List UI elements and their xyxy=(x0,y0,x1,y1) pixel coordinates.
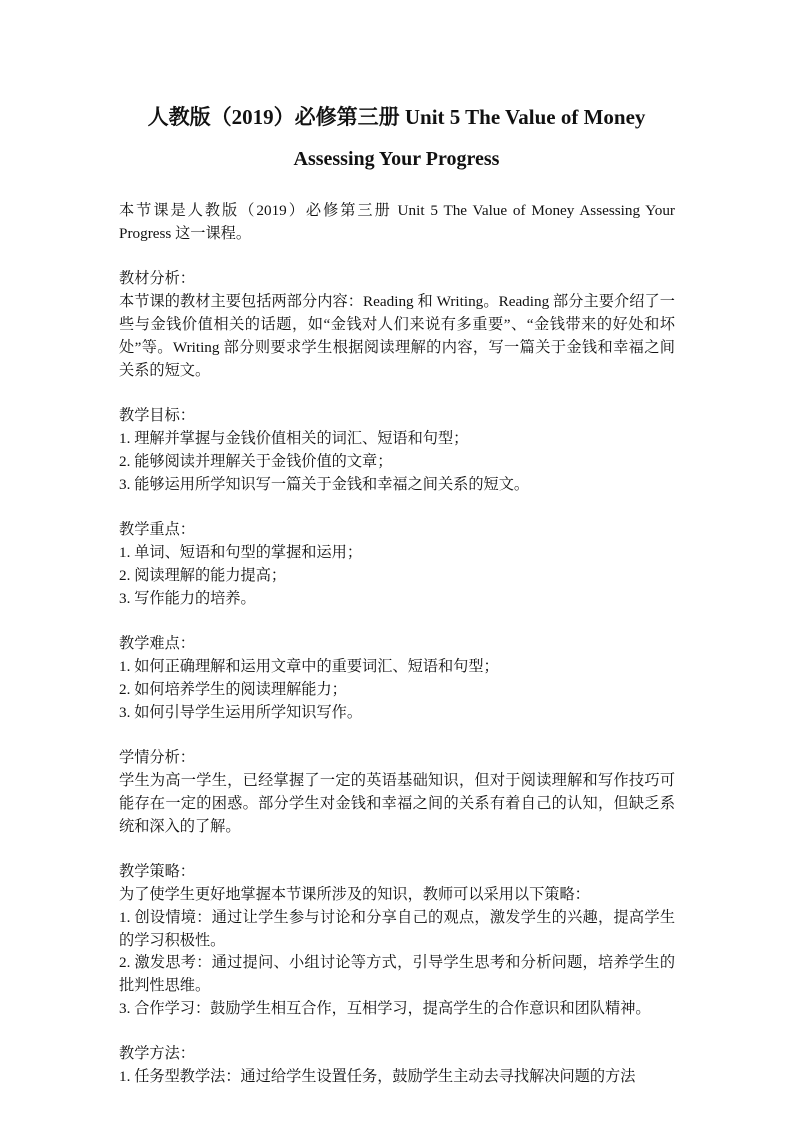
list-item: 1. 创设情境：通过让学生参与讨论和分享自己的观点，激发学生的兴趣，提高学生的学习积极性。 xyxy=(119,908,675,949)
section-heading-material: 教材分析： xyxy=(119,270,195,288)
list-item: 3. 如何引导学生运用所学知识写作。 xyxy=(119,703,362,721)
students-section xyxy=(119,747,675,838)
methods-section xyxy=(119,1043,675,1089)
students-paragraph: 学生为高一学生，已经掌握了一定的英语基础知识，但对于阅读理解和写作技巧可能存在一定的困惑。部分学生对金钱和幸福之间的关系有着自己的认知，但缺乏系统和深入的了解。 xyxy=(119,771,675,835)
list-item: 1. 如何正确理解和运用文章中的重要词汇、短语和句型； xyxy=(119,657,499,675)
section-heading-goals: 教学目标： xyxy=(119,407,195,425)
document-subtitle: Assessing Your Progress xyxy=(293,148,500,170)
section-heading-key-points: 教学重点： xyxy=(119,521,195,539)
goals-section xyxy=(119,405,675,496)
intro-section xyxy=(119,200,675,246)
list-item: 2. 阅读理解的能力提高； xyxy=(119,566,287,584)
strategies-section xyxy=(119,861,675,1021)
section-heading-strategies: 教学策略： xyxy=(119,863,195,881)
strategies-lead: 为了使学生更好地掌握本节课所涉及的知识，教师可以采用以下策略： xyxy=(119,885,590,903)
document-title: 人教版（2019）必修第三册 Unit 5 The Value of Money xyxy=(147,105,646,129)
list-item: 1. 任务型教学法：通过给学生设置任务，鼓励学生主动去寻找解决问题的方法 xyxy=(119,1068,636,1086)
list-item: 3. 写作能力的培养。 xyxy=(119,589,256,607)
document-body xyxy=(119,200,675,1089)
list-item: 2. 如何培养学生的阅读理解能力； xyxy=(119,680,347,698)
material-section xyxy=(119,268,675,382)
key-points-section xyxy=(119,519,675,610)
difficulties-section xyxy=(119,633,675,724)
section-heading-methods: 教学方法： xyxy=(119,1045,195,1063)
list-item: 2. 激发思考：通过提问、小组讨论等方式，引导学生思考和分析问题，培养学生的批判性思维。 xyxy=(119,954,675,995)
list-item: 3. 能够运用所学知识写一篇关于金钱和幸福之间关系的短文。 xyxy=(119,475,530,493)
list-item: 3. 合作学习：鼓励学生相互合作，互相学习，提高学生的合作意识和团队精神。 xyxy=(119,999,651,1017)
material-paragraph: 本节课的教材主要包括两部分内容：Reading 和 Writing。Reading 部分主要介绍了一些与金钱价值相关的话题，如“金钱对人们来说有多重要”、“金钱带来的好处和坏处”等。Writing 部分则要求学生根据阅读理解的内容，写一篇关于金钱和幸福之间关系的短文。 xyxy=(119,293,675,379)
section-heading-students: 学情分析： xyxy=(119,749,195,767)
list-item: 1. 单词、短语和句型的掌握和运用； xyxy=(119,543,362,561)
list-item: 2. 能够阅读并理解关于金钱价值的文章； xyxy=(119,452,393,470)
list-item: 1. 理解并掌握与金钱价值相关的词汇、短语和句型； xyxy=(119,429,469,447)
section-heading-difficulties: 教学难点： xyxy=(119,635,195,653)
intro-paragraph: 本节课是人教版（2019）必修第三册 Unit 5 The Value of Money Assessing Your Progress 这一课程。 xyxy=(119,202,675,242)
